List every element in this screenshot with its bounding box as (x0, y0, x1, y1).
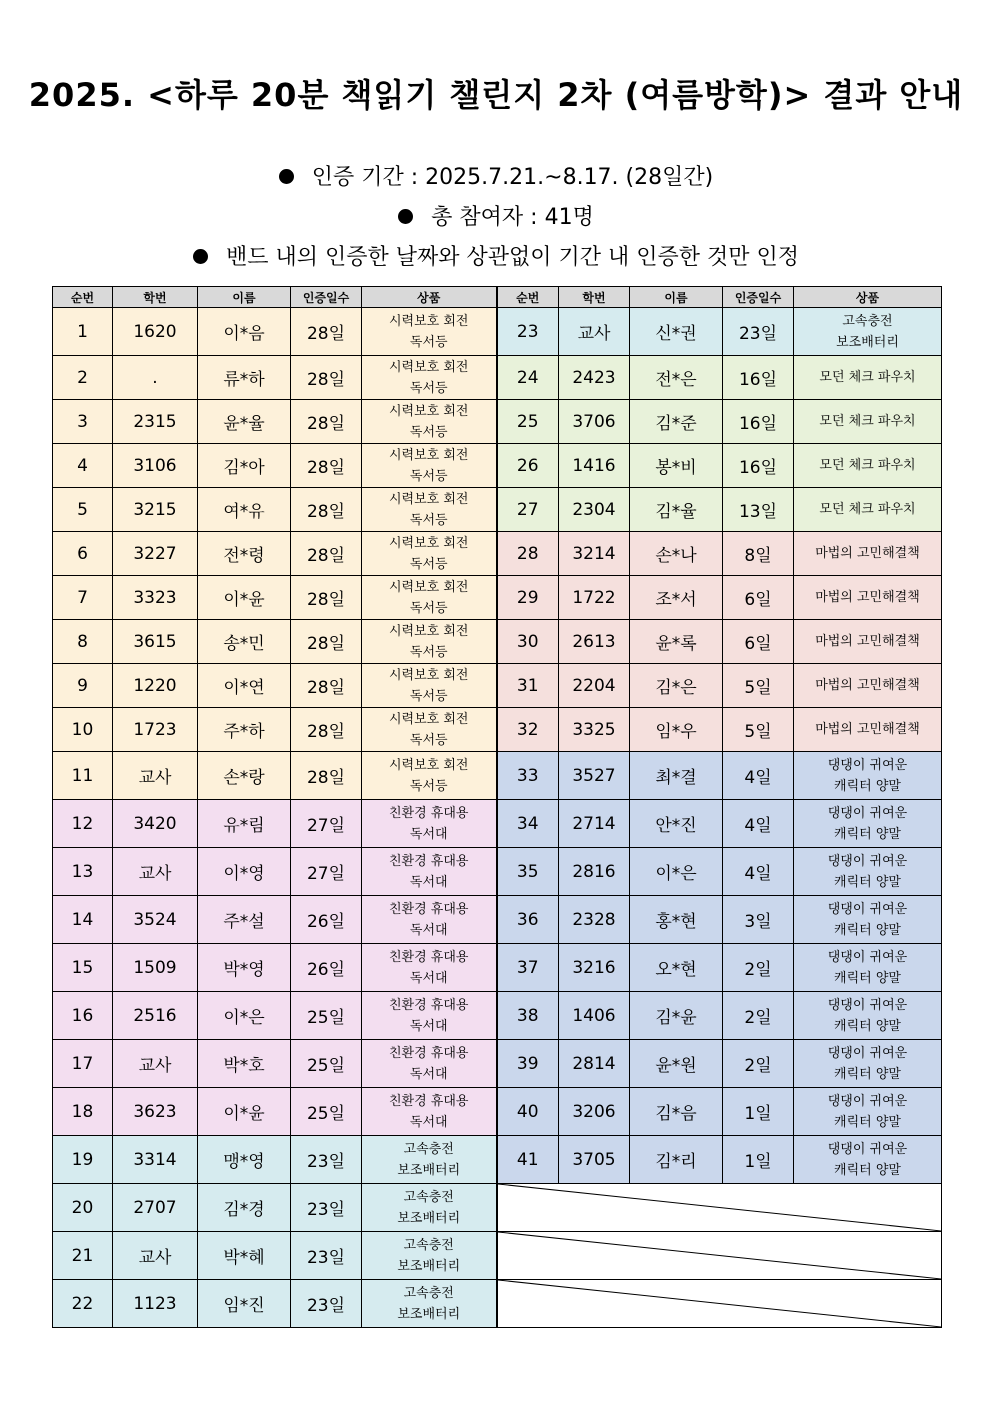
bullet-icon (193, 249, 208, 264)
cell-name: 김*윤 (630, 992, 723, 1040)
cell-prize: 모던 체크 파우치 (794, 400, 942, 444)
cell-days: 28일 (291, 752, 362, 800)
cell-days: 28일 (291, 708, 362, 752)
cell-student-id: 1416 (559, 444, 630, 488)
cell-no: 31 (497, 664, 559, 708)
cell-student-id: 3106 (113, 444, 198, 488)
cell-no: 27 (497, 488, 559, 532)
bullet-icon (279, 169, 294, 184)
cell-days: 3일 (723, 896, 794, 944)
cell-student-id: 1723 (113, 708, 198, 752)
info-rule: 밴드 내의 인증한 날짜와 상관없이 기간 내 인증한 것만 인정 (0, 240, 992, 271)
cell-name: 유*림 (198, 800, 291, 848)
cell-prize: 시력보호 회전 독서등 (362, 356, 497, 400)
cell-student-id: 3706 (559, 400, 630, 444)
cell-no: 37 (497, 944, 559, 992)
cell-student-id: 2707 (113, 1184, 198, 1232)
cell-prize: 시력보호 회전 독서등 (362, 752, 497, 800)
cell-name: 김*리 (630, 1136, 723, 1184)
cell-days: 23일 (291, 1232, 362, 1280)
cell-no: 12 (53, 800, 113, 848)
cell-no: 8 (53, 620, 113, 664)
diagonal-strike-line (498, 1184, 942, 1231)
cell-prize: 시력보호 회전 독서등 (362, 444, 497, 488)
cell-prize: 댕댕이 귀여운 캐릭터 양말 (794, 800, 942, 848)
cell-prize: 친환경 휴대용 독서대 (362, 1040, 497, 1088)
cell-no: 23 (497, 308, 559, 356)
cell-name: 조*서 (630, 576, 723, 620)
page-title: 2025. <하루 20분 책읽기 챌린지 2차 (여름방학)> 결과 안내 (28, 76, 964, 114)
cell-prize: 댕댕이 귀여운 캐릭터 양말 (794, 944, 942, 992)
header-student-id: 학번 (113, 287, 198, 308)
table-row (53, 944, 942, 992)
cell-days: 28일 (291, 532, 362, 576)
cell-name: 전*은 (630, 356, 723, 400)
cell-prize: 모던 체크 파우치 (794, 444, 942, 488)
cell-name: 김*아 (198, 444, 291, 488)
cell-days: 28일 (291, 664, 362, 708)
cell-student-id: 2814 (559, 1040, 630, 1088)
diagonal-strike-line (498, 1232, 942, 1279)
header-no: 순번 (497, 287, 559, 308)
cell-no: 28 (497, 532, 559, 576)
cell-student-id: 1406 (559, 992, 630, 1040)
cell-prize: 친환경 휴대용 독서대 (362, 896, 497, 944)
cell-student-id: 교사 (113, 848, 198, 896)
table-header-row (53, 287, 942, 308)
cell-name: 김*경 (198, 1184, 291, 1232)
table-row (53, 664, 942, 708)
cell-prize: 시력보호 회전 독서등 (362, 708, 497, 752)
cell-name: 김*율 (630, 488, 723, 532)
cell-days: 28일 (291, 488, 362, 532)
cell-prize: 친환경 휴대용 독서대 (362, 944, 497, 992)
cell-student-id: 3705 (559, 1136, 630, 1184)
cell-no: 33 (497, 752, 559, 800)
cell-student-id: 1620 (113, 308, 198, 356)
cell-prize: 마법의 고민해결책 (794, 620, 942, 664)
cell-name: 홍*현 (630, 896, 723, 944)
cell-no: 10 (53, 708, 113, 752)
cell-no: 34 (497, 800, 559, 848)
cell-student-id: 3323 (113, 576, 198, 620)
cell-prize: 시력보호 회전 독서등 (362, 664, 497, 708)
cell-days: 28일 (291, 400, 362, 444)
cell-days: 4일 (723, 848, 794, 896)
info-participants: 총 참여자 : 41명 (0, 200, 992, 231)
empty-cell-strike (497, 1232, 942, 1280)
header-name: 이름 (198, 287, 291, 308)
cell-student-id: 1509 (113, 944, 198, 992)
header-name: 이름 (630, 287, 723, 308)
header-days: 인증일수 (291, 287, 362, 308)
table-row (53, 708, 942, 752)
cell-prize: 고속충전 보조배터리 (362, 1184, 497, 1232)
cell-no: 15 (53, 944, 113, 992)
table-row (53, 1136, 942, 1184)
cell-no: 4 (53, 444, 113, 488)
cell-prize: 마법의 고민해결책 (794, 532, 942, 576)
cell-days: 23일 (723, 308, 794, 356)
cell-student-id: 2516 (113, 992, 198, 1040)
cell-name: 이*윤 (198, 1088, 291, 1136)
cell-prize: 마법의 고민해결책 (794, 576, 942, 620)
cell-no: 40 (497, 1088, 559, 1136)
cell-prize: 댕댕이 귀여운 캐릭터 양말 (794, 992, 942, 1040)
cell-prize: 댕댕이 귀여운 캐릭터 양말 (794, 896, 942, 944)
cell-days: 16일 (723, 444, 794, 488)
cell-student-id: . (113, 356, 198, 400)
cell-student-id: 1123 (113, 1280, 198, 1328)
cell-days: 2일 (723, 944, 794, 992)
cell-days: 26일 (291, 944, 362, 992)
cell-prize: 모던 체크 파우치 (794, 488, 942, 532)
cell-prize: 친환경 휴대용 독서대 (362, 1088, 497, 1136)
cell-name: 류*하 (198, 356, 291, 400)
cell-prize: 마법의 고민해결책 (794, 664, 942, 708)
cell-student-id: 2816 (559, 848, 630, 896)
table-row (53, 992, 942, 1040)
cell-prize: 댕댕이 귀여운 캐릭터 양말 (794, 1136, 942, 1184)
cell-student-id: 3206 (559, 1088, 630, 1136)
cell-days: 2일 (723, 1040, 794, 1088)
cell-no: 18 (53, 1088, 113, 1136)
cell-no: 16 (53, 992, 113, 1040)
empty-cell-strike (497, 1184, 942, 1232)
cell-no: 30 (497, 620, 559, 664)
cell-prize: 고속충전 보조배터리 (362, 1232, 497, 1280)
cell-days: 16일 (723, 400, 794, 444)
cell-no: 13 (53, 848, 113, 896)
cell-student-id: 2714 (559, 800, 630, 848)
table-row (53, 308, 942, 356)
cell-days: 28일 (291, 620, 362, 664)
cell-no: 36 (497, 896, 559, 944)
cell-prize: 고속충전 보조배터리 (362, 1136, 497, 1184)
cell-no: 24 (497, 356, 559, 400)
cell-days: 4일 (723, 752, 794, 800)
cell-days: 25일 (291, 992, 362, 1040)
cell-name: 맹*영 (198, 1136, 291, 1184)
cell-name: 주*설 (198, 896, 291, 944)
table-row (53, 1184, 942, 1232)
header-no: 순번 (53, 287, 113, 308)
header-days: 인증일수 (723, 287, 794, 308)
cell-name: 주*하 (198, 708, 291, 752)
info-period: 인증 기간 : 2025.7.21.~8.17. (28일간) (0, 160, 992, 191)
cell-no: 6 (53, 532, 113, 576)
cell-no: 17 (53, 1040, 113, 1088)
cell-student-id: 2304 (559, 488, 630, 532)
cell-days: 5일 (723, 708, 794, 752)
cell-prize: 친환경 휴대용 독서대 (362, 848, 497, 896)
cell-name: 이*음 (198, 308, 291, 356)
cell-days: 23일 (291, 1280, 362, 1328)
table-row (53, 576, 942, 620)
cell-prize: 시력보호 회전 독서등 (362, 532, 497, 576)
cell-name: 이*윤 (198, 576, 291, 620)
cell-prize: 친환경 휴대용 독서대 (362, 800, 497, 848)
cell-no: 5 (53, 488, 113, 532)
cell-no: 25 (497, 400, 559, 444)
cell-days: 16일 (723, 356, 794, 400)
cell-student-id: 2204 (559, 664, 630, 708)
cell-name: 윤*율 (198, 400, 291, 444)
cell-days: 27일 (291, 800, 362, 848)
cell-prize: 댕댕이 귀여운 캐릭터 양말 (794, 1088, 942, 1136)
diagonal-strike-line (498, 1280, 942, 1327)
cell-no: 26 (497, 444, 559, 488)
cell-student-id: 교사 (113, 1232, 198, 1280)
cell-prize: 고속충전 보조배터리 (362, 1280, 497, 1328)
cell-name: 안*진 (630, 800, 723, 848)
cell-student-id: 교사 (113, 1040, 198, 1088)
cell-days: 6일 (723, 576, 794, 620)
cell-no: 21 (53, 1232, 113, 1280)
cell-student-id: 2423 (559, 356, 630, 400)
cell-name: 박*호 (198, 1040, 291, 1088)
table-row (53, 848, 942, 896)
cell-name: 이*연 (198, 664, 291, 708)
empty-cell-strike (497, 1280, 942, 1328)
cell-student-id: 3623 (113, 1088, 198, 1136)
cell-name: 이*영 (198, 848, 291, 896)
cell-name: 윤*록 (630, 620, 723, 664)
header-student-id: 학번 (559, 287, 630, 308)
cell-name: 송*민 (198, 620, 291, 664)
cell-student-id: 3615 (113, 620, 198, 664)
cell-days: 23일 (291, 1136, 362, 1184)
cell-name: 전*령 (198, 532, 291, 576)
cell-days: 1일 (723, 1136, 794, 1184)
cell-name: 신*권 (630, 308, 723, 356)
cell-days: 1일 (723, 1088, 794, 1136)
cell-name: 여*유 (198, 488, 291, 532)
cell-no: 9 (53, 664, 113, 708)
cell-days: 26일 (291, 896, 362, 944)
cell-days: 4일 (723, 800, 794, 848)
cell-student-id: 3325 (559, 708, 630, 752)
cell-no: 41 (497, 1136, 559, 1184)
cell-name: 최*결 (630, 752, 723, 800)
cell-student-id: 3314 (113, 1136, 198, 1184)
cell-prize: 댕댕이 귀여운 캐릭터 양말 (794, 848, 942, 896)
cell-no: 7 (53, 576, 113, 620)
cell-name: 김*준 (630, 400, 723, 444)
cell-student-id: 3214 (559, 532, 630, 576)
cell-no: 19 (53, 1136, 113, 1184)
cell-prize: 댕댕이 귀여운 캐릭터 양말 (794, 1040, 942, 1088)
cell-name: 손*나 (630, 532, 723, 576)
cell-days: 2일 (723, 992, 794, 1040)
cell-no: 22 (53, 1280, 113, 1328)
cell-no: 20 (53, 1184, 113, 1232)
cell-student-id: 3215 (113, 488, 198, 532)
table-row (53, 444, 942, 488)
cell-days: 28일 (291, 356, 362, 400)
cell-student-id: 교사 (559, 308, 630, 356)
bullet-icon (398, 209, 413, 224)
cell-days: 13일 (723, 488, 794, 532)
table-row (53, 356, 942, 400)
cell-no: 35 (497, 848, 559, 896)
cell-student-id: 2315 (113, 400, 198, 444)
cell-no: 1 (53, 308, 113, 356)
table-row (53, 620, 942, 664)
cell-name: 윤*원 (630, 1040, 723, 1088)
cell-prize: 시력보호 회전 독서등 (362, 576, 497, 620)
cell-name: 봉*비 (630, 444, 723, 488)
cell-student-id: 1722 (559, 576, 630, 620)
cell-days: 28일 (291, 444, 362, 488)
cell-student-id: 1220 (113, 664, 198, 708)
cell-prize: 시력보호 회전 독서등 (362, 308, 497, 356)
table-row (53, 1232, 942, 1280)
cell-name: 이*은 (630, 848, 723, 896)
table-row (53, 488, 942, 532)
cell-prize: 친환경 휴대용 독서대 (362, 992, 497, 1040)
cell-name: 임*진 (198, 1280, 291, 1328)
cell-name: 이*은 (198, 992, 291, 1040)
cell-prize: 고속충전 보조배터리 (794, 308, 942, 356)
table-row (53, 800, 942, 848)
cell-days: 25일 (291, 1040, 362, 1088)
cell-student-id: 3524 (113, 896, 198, 944)
cell-student-id: 3216 (559, 944, 630, 992)
cell-name: 박*영 (198, 944, 291, 992)
cell-no: 11 (53, 752, 113, 800)
cell-name: 박*혜 (198, 1232, 291, 1280)
cell-name: 오*현 (630, 944, 723, 992)
cell-student-id: 3527 (559, 752, 630, 800)
cell-days: 8일 (723, 532, 794, 576)
cell-days: 27일 (291, 848, 362, 896)
header-prize: 상품 (362, 287, 497, 308)
cell-student-id: 2613 (559, 620, 630, 664)
cell-days: 23일 (291, 1184, 362, 1232)
cell-name: 손*랑 (198, 752, 291, 800)
cell-days: 5일 (723, 664, 794, 708)
cell-prize: 시력보호 회전 독서등 (362, 400, 497, 444)
cell-name: 김*은 (630, 664, 723, 708)
table-row (53, 896, 942, 944)
cell-name: 임*우 (630, 708, 723, 752)
cell-days: 6일 (723, 620, 794, 664)
cell-days: 28일 (291, 308, 362, 356)
cell-days: 28일 (291, 576, 362, 620)
results-table (52, 286, 942, 1328)
cell-prize: 모던 체크 파우치 (794, 356, 942, 400)
cell-prize: 댕댕이 귀여운 캐릭터 양말 (794, 752, 942, 800)
cell-no: 32 (497, 708, 559, 752)
cell-student-id: 3227 (113, 532, 198, 576)
cell-no: 29 (497, 576, 559, 620)
table-row (53, 1088, 942, 1136)
cell-prize: 시력보호 회전 독서등 (362, 620, 497, 664)
cell-no: 38 (497, 992, 559, 1040)
table-row (53, 752, 942, 800)
cell-no: 2 (53, 356, 113, 400)
cell-student-id: 교사 (113, 752, 198, 800)
cell-name: 김*음 (630, 1088, 723, 1136)
table-row (53, 400, 942, 444)
cell-prize: 마법의 고민해결책 (794, 708, 942, 752)
table-row (53, 1280, 942, 1328)
header-prize: 상품 (794, 287, 942, 308)
cell-days: 25일 (291, 1088, 362, 1136)
table-row (53, 532, 942, 576)
table-row (53, 1040, 942, 1088)
cell-student-id: 3420 (113, 800, 198, 848)
cell-prize: 시력보호 회전 독서등 (362, 488, 497, 532)
cell-no: 39 (497, 1040, 559, 1088)
cell-student-id: 2328 (559, 896, 630, 944)
cell-no: 3 (53, 400, 113, 444)
cell-no: 14 (53, 896, 113, 944)
